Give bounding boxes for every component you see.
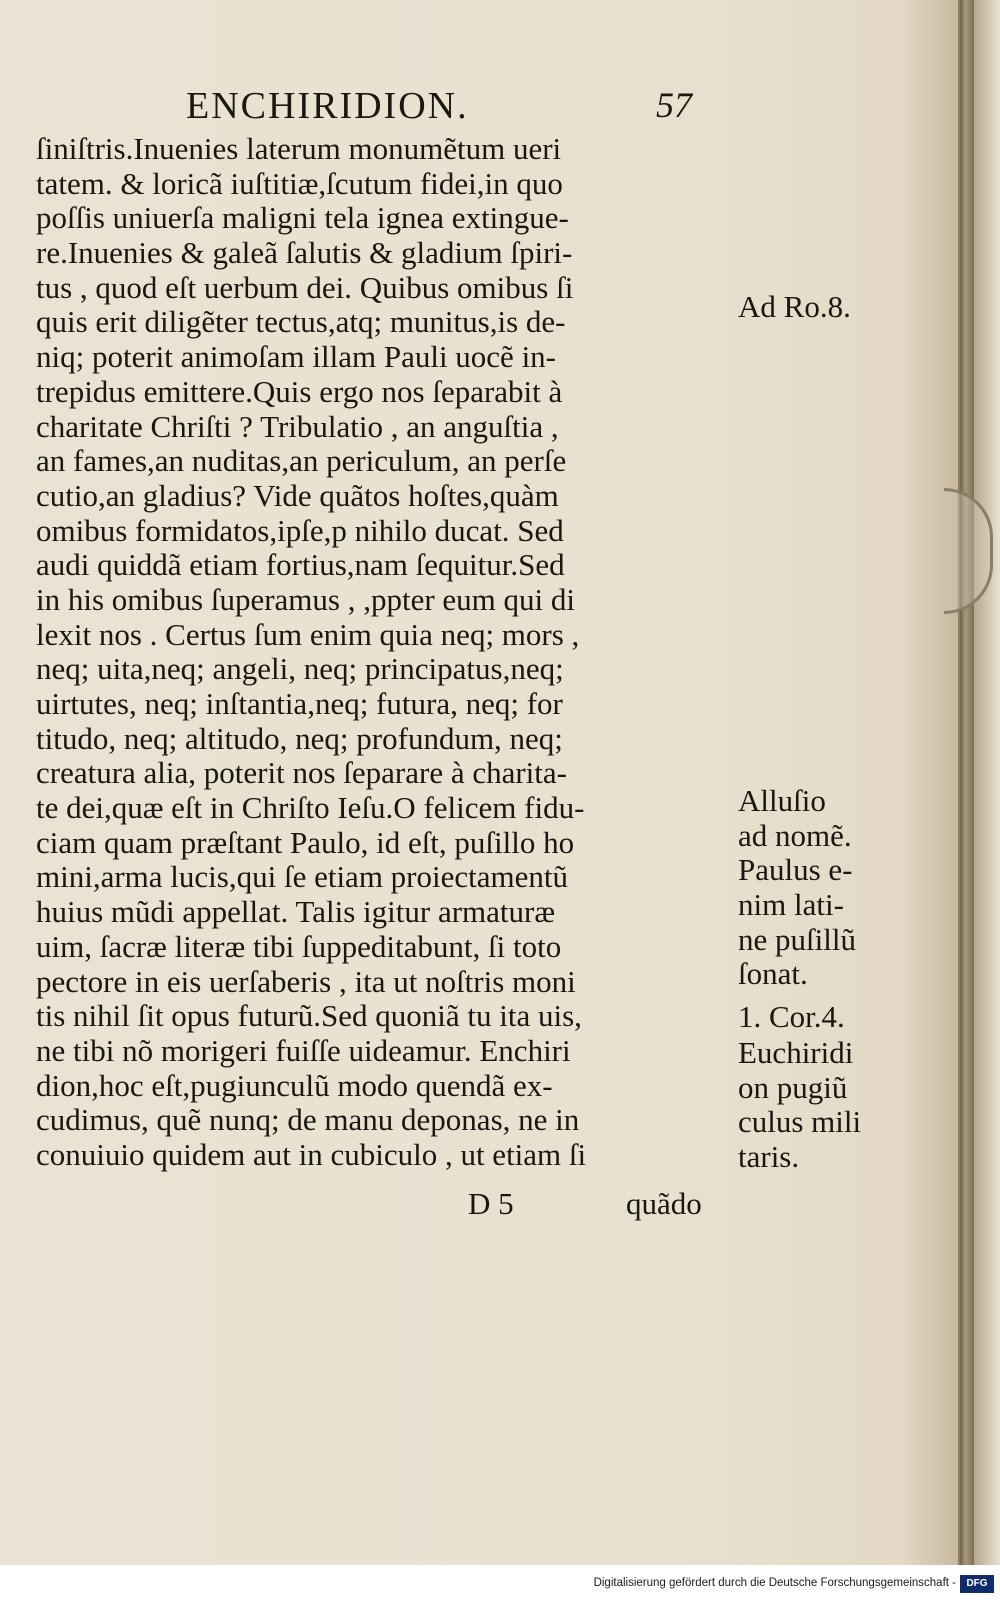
page-edge-stack [974, 0, 1000, 1565]
funding-credit: Digitalisierung gefördert durch die Deutsche Forschungsgemeinschaft - [593, 1577, 956, 1589]
text-line: quis erit diligẽter tectus,atq; munitus,is de- [36, 305, 566, 340]
text-line: niq; poterit animoſam illam Pauli uocẽ in- [36, 340, 557, 375]
margin-note-enchiridion [738, 1036, 883, 1175]
text-line: neq; uita,neq; angeli, neq; principatus,neq; [36, 652, 564, 687]
text-line: ne tibi nõ morigeri fuiſſe uideamur. Enchiri [36, 1033, 571, 1068]
text-line: ciam quam præſtant Paulo, id eſt, puſillo ho [36, 825, 575, 860]
main-text-block [36, 132, 736, 1173]
text-line: uirtutes, neq; inſtantia,neq; futura, neq; for [36, 687, 563, 721]
margin-note-line: ne puſillũ [738, 921, 856, 957]
margin-note-line: culus mili [738, 1104, 862, 1140]
text-line: mini,arma lucis,qui ſe etiam proiectamentũ [36, 860, 568, 895]
text-line: cudimus, quẽ nunq; de manu deponas, ne in [36, 1103, 580, 1138]
margin-note-line: Euchiridi [738, 1035, 854, 1070]
running-title: ENCHIRIDION. [186, 85, 469, 127]
margin-note-line: 1. Cor.4. [738, 999, 845, 1034]
margin-note-line: Paulus e- [738, 852, 853, 888]
page-header [36, 84, 736, 132]
catchword: quãdo [626, 1186, 702, 1221]
margin-note-line: ſonat. [738, 956, 808, 992]
text-line: te dei,quæ eſt in Chriſto Ieſu.O felicem fidu- [36, 791, 585, 826]
text-line: titudo, neq; altitudo, neq; profundum, neq; [36, 721, 563, 756]
margin-note-line: nim lati- [738, 887, 844, 923]
text-line: charitate Chriſti ? Tribulatio , an anguſtia , [36, 409, 559, 444]
text-line: huius mũdi appellat. Talis igitur armaturæ [36, 895, 556, 930]
signature-mark: D 5 [468, 1186, 514, 1221]
footer-bar [0, 1565, 1000, 1606]
text-line: lexit nos . Certus ſum enim quia neq; mors , [36, 617, 580, 652]
text-line: tatem. & loricã iuſtitiæ,ſcutum fidei,in quo [36, 166, 563, 201]
margin-note-line: on pugiũ [738, 1069, 848, 1105]
text-line: in his omibus ſuperamus , ,ppter eum qui di [36, 582, 576, 617]
page-edge [960, 0, 974, 1565]
text-line: an fames,an nuditas,an periculum, an perſe [36, 444, 567, 479]
text-line: poſſis uniuerſa maligni tela ignea extingue- [36, 201, 569, 236]
text-line: dion,hoc eſt,pugiunculũ modo quendã ex- [36, 1068, 553, 1103]
margin-note-line: Alluſio [738, 783, 826, 818]
dfg-logo-icon: DFG [960, 1575, 994, 1593]
text-line: tus , quod eſt uerbum dei. Quibus omibus ſi [36, 270, 574, 305]
text-line: re.Inuenies & galeã ſalutis & gladium ſpiri- [36, 236, 573, 271]
text-line: tis nihil ſit opus futurũ.Sed quoniã tu ita uis, [36, 999, 582, 1034]
margin-note-line: ad nomẽ. [738, 817, 852, 853]
margin-note-allusion [738, 784, 883, 992]
text-line: uim, ſacræ literæ tibi ſuppeditabunt, ſi toto [36, 929, 562, 964]
text-line: cutio,an gladius? Vide quãtos hoſtes,quàm [36, 478, 559, 513]
text-line: omibus formidatos,ipſe,p nihilo ducat. Sed [36, 513, 564, 548]
margin-note-romans [738, 290, 883, 325]
margin-note-corinthians [738, 1000, 883, 1035]
margin-note-line: taris. [738, 1139, 800, 1175]
text-line: audi quiddã etiam fortius,nam ſequitur.Sed [36, 548, 565, 583]
text-line: conuiuio quidem aut in cubiculo , ut etiam ſi [36, 1137, 587, 1172]
folio-number: 57 [656, 85, 692, 125]
text-line: pectore in eis uerſaberis , ita ut noſtris moni [36, 964, 576, 999]
text-line: creatura alia, poterit nos ſeparare à charita- [36, 756, 567, 791]
margin-note-line: Ad Ro.8. [738, 289, 851, 324]
text-line: ſiniſtris.Inuenies laterum monumẽtum ueri [36, 132, 562, 166]
text-line: trepidus emittere.Quis ergo nos ſeparabit à [36, 374, 563, 409]
catchline [36, 1186, 736, 1222]
